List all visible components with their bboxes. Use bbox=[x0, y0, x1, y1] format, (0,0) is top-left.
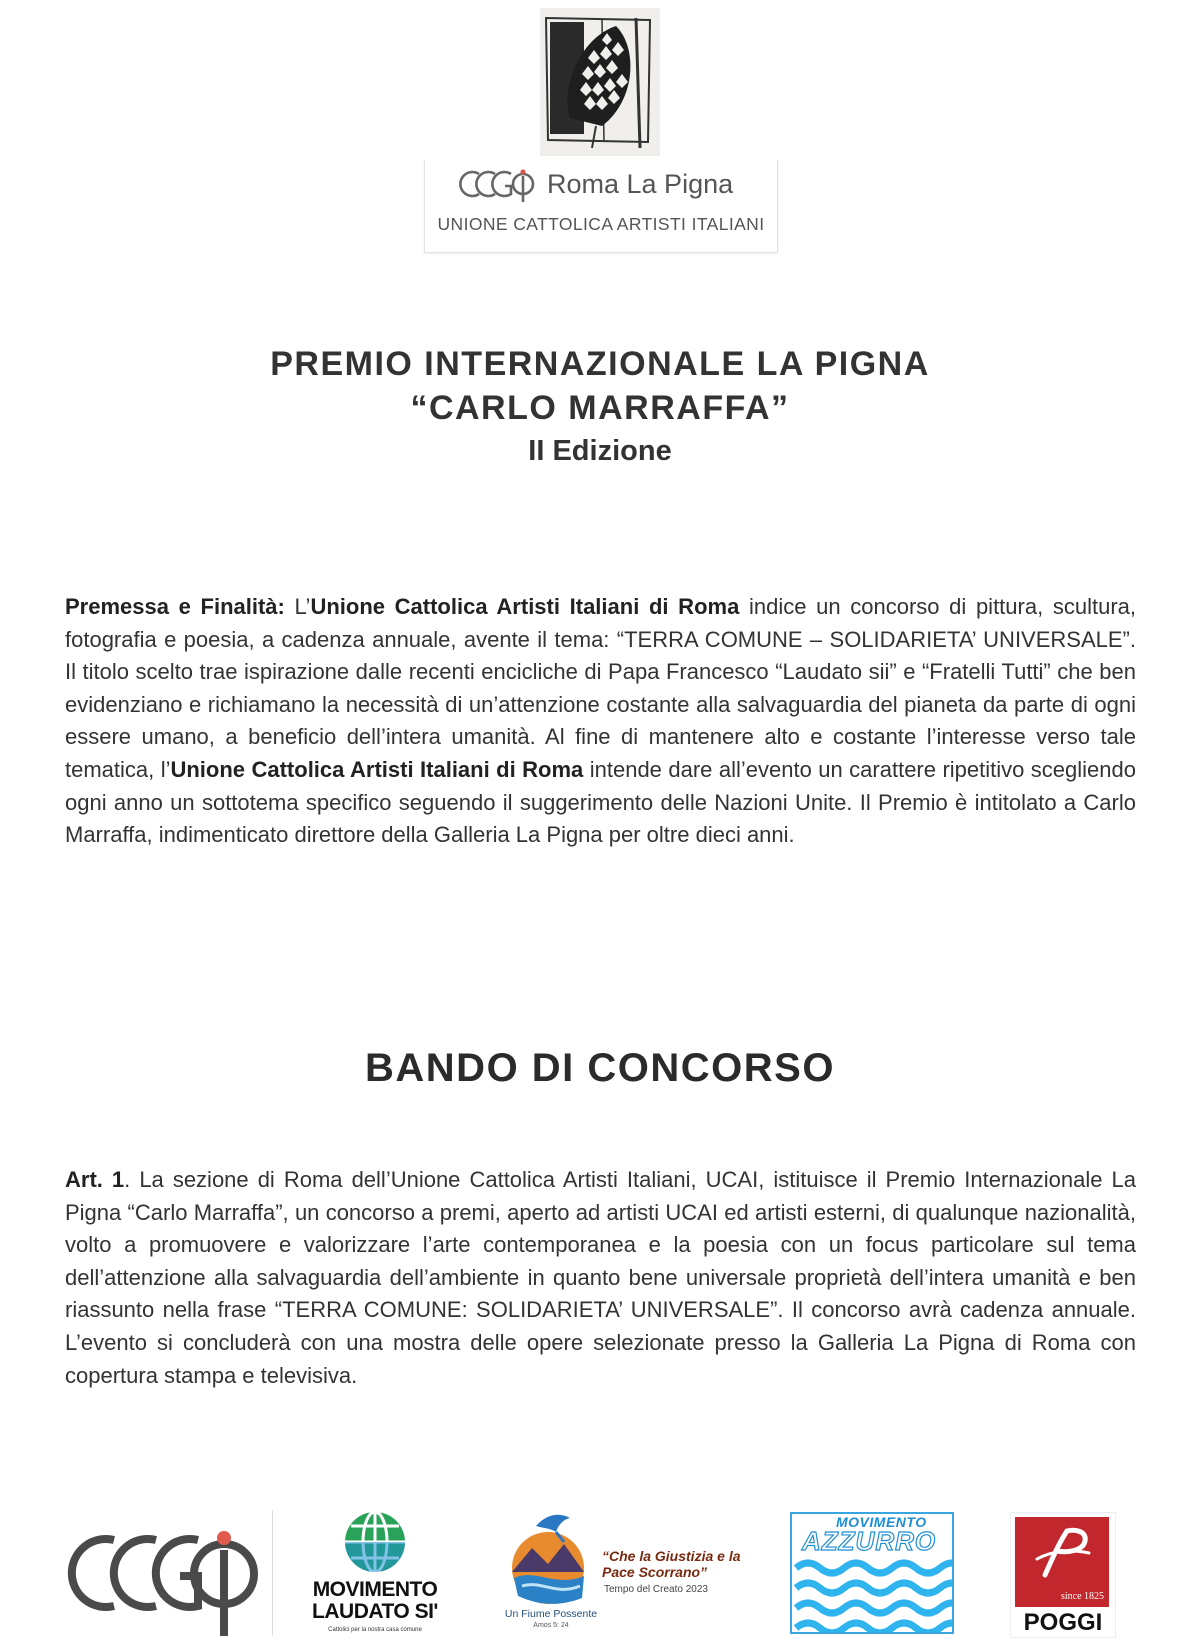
premessa-text-1: L’ bbox=[284, 594, 311, 619]
footer-ucai-logo bbox=[64, 1510, 273, 1636]
tempo-quote: “Che la Giustizia e la Pace Scorrano” bbox=[602, 1548, 741, 1580]
premessa-text-3: intende dare all’evento un carattere ripetitivo scegliendo ogni anno un sottotema specifico seguendo il suggerimento delle Nazioni Unite. Il Premio è intitolato a Carlo Marraffa, indimenticato direttore della Galleria La Pigna per oltre dieci anni. bbox=[65, 756, 1136, 848]
pinecone-artwork bbox=[540, 8, 660, 156]
premessa-label: Premessa e Finalità: bbox=[65, 594, 285, 619]
art1-text: . La sezione di Roma dell’Unione Cattolica Artisti Italiani, UCAI, istituisce il Premio Internazionale La Pigna “Carlo Marraffa”, un concorso a premi, aperto ad artisti UCAI ed artisti esterni, di qualunque nazionalità, volto a promuovere e valorizzare l’arte contemporanea e la poesia con un focus particolare sul tema dell’attenzione alla salvaguardia dell’ambiente in quanto bene universale proprietà dell’intera umanità e ben riassunto nella frase “TERRA COMUNE: SOLIDARIETA’ UNIVERSALE”. Il concorso avrà cadenza annuale. L’evento si concluderà con una mostra delle opere selezionate presso la Galleria La Pigna di Roma con copertura stampa e televisiva. bbox=[65, 1167, 1136, 1388]
logo-name: Roma La Pigna bbox=[547, 168, 734, 199]
tempo-fiume: Un Fiume Possente bbox=[504, 1608, 598, 1620]
art1-label: Art. 1 bbox=[65, 1167, 125, 1192]
azzurro-top-text: MOVIMENTO bbox=[836, 1514, 927, 1530]
premessa-org-2: Unione Cattolica Artisti Italiani di Roma bbox=[170, 756, 584, 782]
poggi-monogram-icon bbox=[1015, 1517, 1109, 1587]
ucai-logo-card bbox=[424, 160, 778, 253]
tempo-amos: Amos 5: 24 bbox=[533, 1622, 569, 1629]
waves-icon bbox=[792, 1556, 952, 1634]
footer-azzurro-logo bbox=[790, 1512, 954, 1634]
river-dove-icon bbox=[496, 1508, 606, 1608]
ucai-footer-monogram-icon bbox=[64, 1510, 272, 1636]
title-line-1: PREMIO INTERNAZIONALE LA PIGNA bbox=[270, 345, 930, 383]
premessa-text-2: indice un concorso di pittura, scultura, fotografia e poesia, a cadenza annuale, avente il tema: “TERRA COMUNE – SOLIDARIETA’ UNIVERSALE”. Il titolo scelto trae ispirazione dalle recenti encicliche di Papa Francesco “Laudato sii” e “Fratelli Tutti” che ben evidenziano e richiamano la necessità di un’attenzione costante alla salvaguardia del pianeta da parte di ogni essere umano, a beneficio dell’intera umanità. Al fine di mantenere alto e costante l’interesse verso tale tematica, l’ bbox=[65, 594, 1137, 782]
laudato-subtitle: Cattolici per la nostra casa comune bbox=[328, 1627, 422, 1633]
azzurro-main-text: AZZURRO bbox=[802, 1526, 937, 1556]
laudato-title: MOVIMENTO LAUDATO SI' bbox=[312, 1578, 438, 1623]
premessa-paragraph bbox=[65, 591, 1136, 852]
logo-subtitle: UNIONE CATTOLICA ARTISTI ITALIANI bbox=[437, 214, 765, 234]
ucai-logo-row bbox=[459, 166, 733, 202]
premessa-org-1: Unione Cattolica Artisti Italiani di Roma bbox=[310, 594, 740, 619]
bando-title: BANDO DI CONCORSO bbox=[365, 1046, 835, 1090]
poggi-name: POGGI bbox=[1023, 1609, 1103, 1636]
ucai-monogram-icon bbox=[459, 166, 539, 202]
tempo-year: Tempo del Creato 2023 bbox=[604, 1584, 708, 1595]
footer-poggi-logo bbox=[1010, 1512, 1116, 1638]
footer-laudato-logo bbox=[312, 1510, 438, 1640]
document-title bbox=[100, 342, 1100, 472]
edition-label: II Edizione bbox=[528, 435, 672, 467]
art1-paragraph bbox=[65, 1164, 1136, 1392]
footer-tempo-creato-logo bbox=[496, 1508, 756, 1638]
pinecone-icon bbox=[540, 8, 660, 156]
globe-icon bbox=[343, 1510, 407, 1574]
poggi-since: since 1825 bbox=[1061, 1591, 1105, 1602]
title-line-2: “CARLO MARRAFFA” bbox=[410, 389, 790, 427]
poggi-red-panel bbox=[1015, 1517, 1109, 1607]
